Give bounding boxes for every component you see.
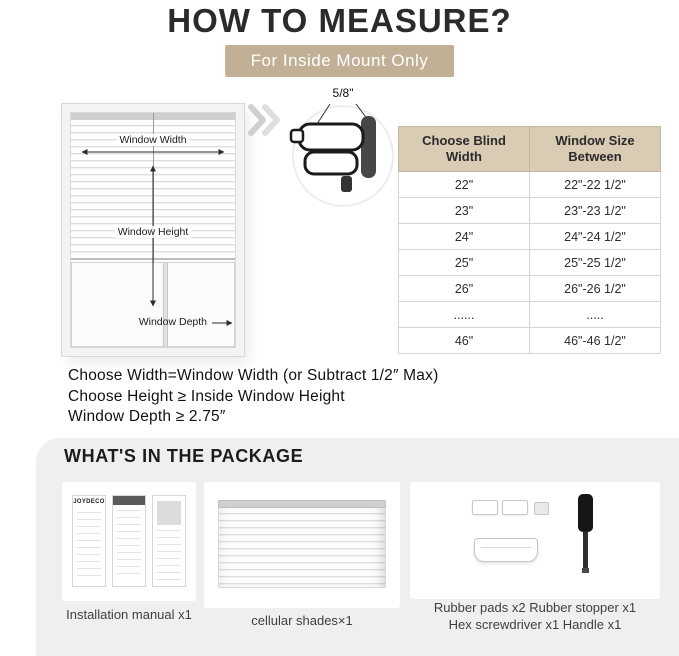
table-row <box>399 250 661 276</box>
parts-card <box>410 482 660 599</box>
note-window-depth: Window Depth ≥ 2.75″ <box>68 408 226 425</box>
manual-page-2 <box>112 495 146 587</box>
note-choose-height: Choose Height ≥ Inside Window Height <box>68 387 345 405</box>
table-row <box>399 198 661 224</box>
zoom-chevrons-icon <box>246 102 286 138</box>
hex-screwdriver-tip <box>582 568 589 573</box>
blind-width-cell: 22" <box>399 172 530 198</box>
manual-brand-text: JOYDECO <box>73 499 105 505</box>
note-choose-width: Choose Width=Window Width (or Subtract 1/2″ Max) <box>68 367 439 384</box>
window-size-cell: 46"-46 1/2" <box>530 328 661 354</box>
header-window-size: Window Size Between <box>530 127 661 172</box>
manual-page-1 <box>72 495 106 587</box>
manual-page-lines <box>77 512 101 580</box>
shade-caption: cellular shades×1 <box>251 613 353 628</box>
blind-width-cell: 24" <box>399 224 530 250</box>
page-title: HOW TO MEASURE? <box>167 2 512 39</box>
window-size-cell: 25"-25 1/2" <box>530 250 661 276</box>
table-row <box>399 172 661 198</box>
parts-caption-line1: Rubber pads x2 Rubber stopper x1 <box>433 600 637 615</box>
parts-caption-line2: Hex screwdriver x1 Handle x1 <box>448 617 622 632</box>
manual-page-lines <box>117 510 141 580</box>
window-size-cell: ..... <box>530 302 661 328</box>
table-row <box>399 276 661 302</box>
header-blind-width: Choose Blind Width <box>399 127 530 172</box>
package-panel <box>36 438 679 656</box>
blind-width-cell: 25" <box>399 250 530 276</box>
bracket-size-label: 5/8" <box>332 86 354 100</box>
window-height-label: Window Height <box>115 226 192 238</box>
window-diagram <box>62 104 244 356</box>
shade-headrail <box>218 500 386 508</box>
rubber-stopper <box>534 502 549 515</box>
blind-width-cell: ...... <box>399 302 530 328</box>
window-width-label: Window Width <box>116 134 189 146</box>
blind-width-cell: 23" <box>399 198 530 224</box>
hex-screwdriver-shaft <box>583 532 588 568</box>
shade-pleats <box>218 508 386 588</box>
manual-page-header <box>113 496 145 505</box>
blind-width-cell: 26" <box>399 276 530 302</box>
table-row <box>399 328 661 354</box>
table-header-row <box>399 127 661 172</box>
hex-screwdriver-handle <box>578 494 593 532</box>
parts-caption <box>396 599 674 633</box>
manual-page-lines <box>157 530 181 580</box>
manual-page-3 <box>152 495 186 587</box>
table-row <box>399 302 661 328</box>
manual-card <box>62 482 196 601</box>
blind-width-cell: 46" <box>399 328 530 354</box>
window-size-cell: 23"-23 1/2" <box>530 198 661 224</box>
package-heading: WHAT'S IN THE PACKAGE <box>64 446 304 466</box>
inside-mount-badge: For Inside Mount Only <box>225 45 455 77</box>
measure-notes <box>68 366 438 428</box>
table-row <box>399 224 661 250</box>
window-depth-label: Window Depth <box>138 316 207 328</box>
bracket-illustration <box>283 86 403 214</box>
window-size-cell: 22"-22 1/2" <box>530 172 661 198</box>
window-size-cell: 26"-26 1/2" <box>530 276 661 302</box>
handle-part <box>474 538 538 562</box>
bracket-detail <box>283 86 403 214</box>
size-table <box>398 126 661 354</box>
rubber-pad-1 <box>472 500 498 515</box>
manual-caption: Installation manual x1 <box>66 607 192 622</box>
window-size-cell: 24"-24 1/2" <box>530 224 661 250</box>
shade-card <box>204 482 400 608</box>
rubber-pad-2 <box>502 500 528 515</box>
manual-page-figure <box>157 501 181 525</box>
cellular-shade-image <box>218 500 386 590</box>
